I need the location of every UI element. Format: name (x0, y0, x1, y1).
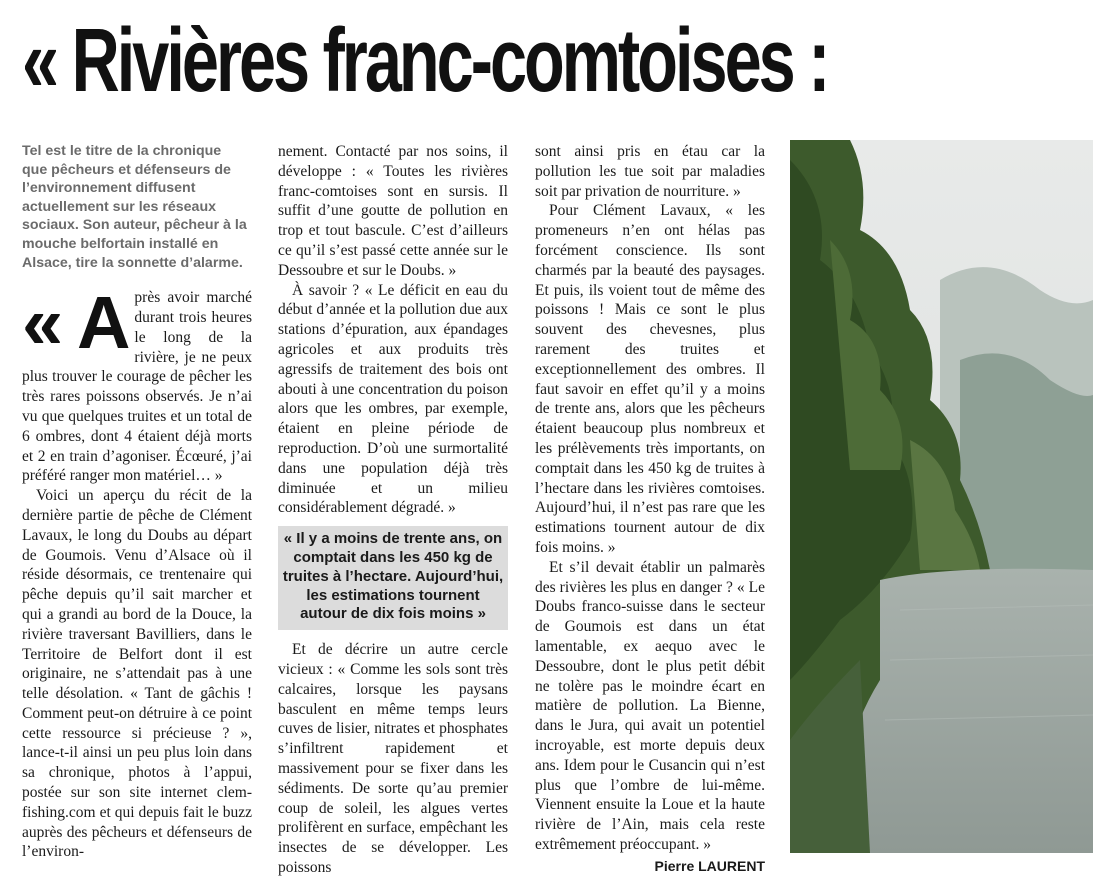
river-landscape-image (790, 140, 1093, 853)
paragraph: À savoir ? « Le déficit en eau du début d’année et la pollution due aux stations d’épuration, aux épandages agricoles et aux produits très agressifs de traitement des bois ont abouti à une concentration du poison alors que les ombres, par exemple, étaient en pleine période de reproduction. D’où une surmortalité dans une population déjà très diminuée et un milieu considérablement dégradé. » (278, 281, 508, 517)
chapo-line: Tel est le titre de la chronique (22, 143, 222, 159)
paragraph: Pour Clément Lavaux, « les promeneurs n’en ont hélas pas forcément conscience. Ils sont charmés par la beauté des paysages. Et puis, ils voient tout de même des poissons ! Mais ce sont le plus souvent des chevesnes, plus rarement des truites et exceptionnellement des ombres. Il faut savoir en effet qu’il y a moins de trente ans, alors que les pêcheurs étaient beaucoup plus nombreux et les prélèvements très importants, on comptait dans les 450 kg de truites à l’hectare dans les rivières comtoises. Aujourd’hui, il n’est pas rare que les estimations tournent autour de dix fois moins. » (535, 202, 765, 556)
lead-text: près avoir marché durant trois heures le long de la rivière, je ne peux plus trouver le courage de pêcher les très rares poissons observés. Je n’ai vu que quelques truites et un total de 6 ombres, dont 4 étaient déjà morts et 2 en train d’agoniser. Écœuré, j’ai préféré ranger mon matériel… » (22, 289, 252, 485)
pull-quote: « Il y a moins de trente ans, on comptait dans les 450 kg de truites à l’hectare. Aujourd’hui, les estimations tournent autour de dix fois moins » (278, 526, 508, 630)
chapo-line: l’environnement diffusent (22, 180, 196, 197)
byline: Pierre LAURENT (654, 857, 765, 874)
chapo-line: mouche belfortain installé en (22, 235, 219, 252)
lead-paragraph (22, 281, 252, 486)
paragraph: Et de décrire un autre cercle vicieux : « Comme les sols sont très calcaires, lorsque les paysans basculent en même temps leurs cuves de lisier, nitrates et phosphates s’infiltrent rapidement et massivement pour se fixer dans les sédiments. De sorte qu’au premier coup de soleil, les algues vertes prolifèrent en surface, empêchant les insectes de se développer. Les poissons (278, 641, 508, 876)
column-2 (278, 142, 508, 878)
paragraph: nement. Contacté par nos soins, il développe : « Toutes les rivières franc-comtoises sont en sursis. Il suffit d’une goutte de pollution en trop et tout bascule. C’est d’ailleurs ce qu’il s’est passé cette année sur le Dessoubre et sur le Doubs. » (278, 143, 508, 279)
chapo-line: que pêcheurs et défenseurs de (22, 161, 231, 178)
paragraph: Voici un aperçu du récit de la dernière partie de pêche de Clément Lavaux, le long du Doubs au départ de Goumois. Venu d’Alsace où il réside désormais, ce trentenaire qui pêche depuis qu’il sait marcher et qui a grandi au bord de la Douce, la rivière traversant Bavilliers, dans le Territoire de Belfort dont il est originaire, ne s’attendait pas à une telle désolation. « Tant de gâchis ! Comment peut-on détruire à ce point cette ressource si précieuse ? », lance-t-il ainsi un peu plus loin dans sa chronique, photos à l’appui, postée sur son site internet clem-fishing.com et qui depuis fait le buzz auprès des pêcheurs et défenseurs de l’environ- (22, 487, 252, 861)
chapo-line: Alsace, tire la sonnette d’alarme. (22, 254, 243, 271)
chapo (22, 142, 252, 272)
paragraph: sont ainsi pris en étau car la pollution les tue soit par maladies soit par privation de nourriture. » (535, 143, 765, 200)
paragraph: Et s’il devait établir un palmarès des rivières les plus en danger ? « Le Doubs franco-suisse dans le secteur de Goumois est dans un état lamentable, ex aequo avec le Dessoubre, dont le plus petit débit ne tolère pas le moindre écart en matière de pollution. La Bienne, dans le Jura, qui avait un potentiel incroyable, est morte depuis deux ans. Idem pour le Cusancin qui n’est plus que l’ombre de lui-même. Viennent ensuite la Loue et la haute rivière de l’Ain, mais cela reste extrêmement préoccupant. » (535, 558, 765, 853)
headline: « Rivières franc-comtoises : (22, 11, 828, 111)
drop-cap: « A (22, 281, 129, 365)
chapo-line: sociaux. Son auteur, pêcheur à la (22, 217, 247, 234)
chapo-line: actuellement sur les réseaux (22, 198, 216, 215)
river-photo (790, 140, 1093, 853)
column-1 (22, 142, 252, 862)
column-3 (535, 142, 765, 876)
